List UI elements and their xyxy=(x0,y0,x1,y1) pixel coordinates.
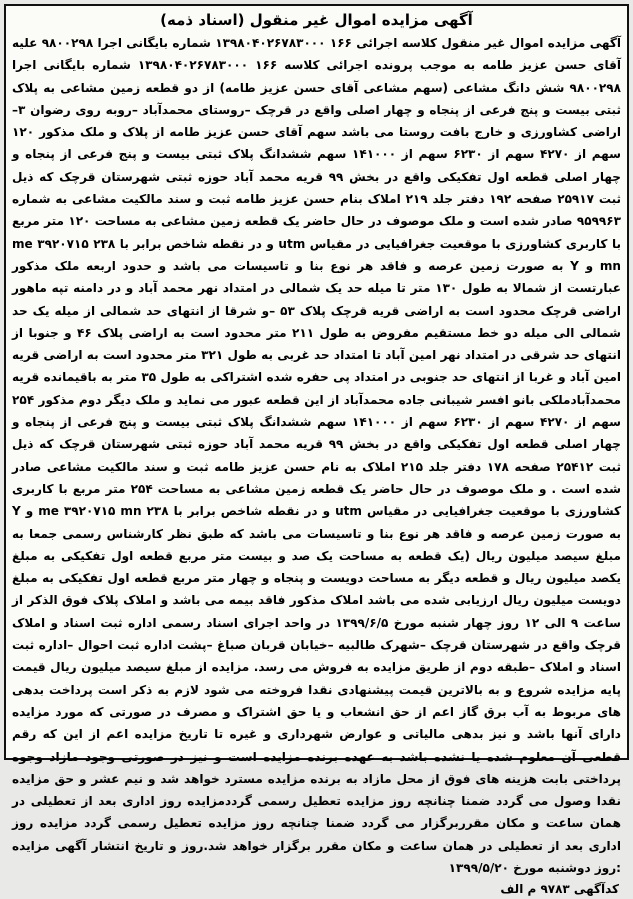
notice-page xyxy=(4,4,629,897)
notice-body-text: آگهی مزایده اموال غیر منقول کلاسه اجرائی ۱۶۶ ۱۳۹۸۰۴۰۲۶۷۸۳۰۰۰ شماره بایگانی اجرا ۹۸۰۰۲۹۸ علیه آقای حسن عزیز طامه به موجب پرونده اجرائی کلاسه ۱۶۶ ۱۳۹۸۰۴۰۲۶۷۸۳۰۰۰ شماره بایگانی اجرا ۹۸۰۰۲۹۸ شش دانگ مشاعی (سهم مشاعی آقای حسن عزیز طامه) از دو قطعه زمین مشاعی به پلاک ثبتی بیست و پنج فرعی از پنجاه و چهار اصلی واقع در قرچک –روستای محمدآباد –روبه روی رضوان ۳–اراضی کشاورزی و خارج بافت روستا می باشد سهم آقای حسن عزیز طامه از پلاک و ملک مذکور ۱۲۰ سهم از ۴۲۷۰ سهم از ۶۲۳۰ سهم از ۱۴۱۰۰۰ سهم ششدانگ پلاک ثبتی بیست و پنج فرعی از پنجاه و چهار اصلی قطعه اول تفکیکی واقع در بخش ۹۹ قریه محمد آباد حوزه ثبتی شهرستان قرچک که ذیل ثبت ۲۵۹۱۷ صفحه ۱۹۲ دفتر جلد ۲۱۹ املاک بنام حسن عزیز طامه ثبت و سند مالکیت مشاعی به شماره ۹۵۹۹۶۳ صادر شده است و ملک موصوف در حال حاضر یک قطعه زمین مشاعی به مساحت ۱۲۰ متر مربع با کاربری کشاورزی با موقعیت جغرافیایی در مقیاس utm و در نقطه شاخص برابر با ۲۳۸ me ۳۹۲۰۷۱۵ mn و Y به صورت زمین عرصه و فاقد هر نوع بنا و تاسیسات می باشد و حدود اربعه ملک مذکور عبارتست از شمالا به طول ۱۳۰ متر تا میله حد یک شمالی در امتداد نهر محمد آباد و در دامنه تپه ماهور اراضی قرچک محدود است به اراضی قریه قرچک پلاک ۵۳ –و شرقا از انتهای حد شمالی از میله یک حد شمالی الی میله دو خط مستقیم مفروض به طول ۲۱۱ متر محدود است به اراضی پلاک ۴۶ و جنوبا از انتهای حد شرقی در امتداد نهر امین آباد تا امتداد حد غربی به طول ۳۲۱ متر محدود است به اراضی قریه امین آباد و غربا از انتهای حد جنوبی در امتداد پی حفره شده اشتراکی به طول ۳۵ متر به باقیمانده قریه محمدآبادملکی بانو افسر شیبانی جاده محمدآباد از این قطعه عبور می نماید و ملک دیگر دوم مذکور ۲۵۴ سهم از ۴۲۷۰ سهم از ۶۲۳۰ سهم از ۱۴۱۰۰۰ سهم ششدانگ پلاک ثبتی بیست و پنج فرعی از پنجاه و چهار اصلی قطعه اول تفکیکی واقع در بخش ۹۹ قریه محمد آباد حوزه ثبتی شهرستان قرچک که ذیل ثبت ۲۵۴۱۲ صفحه ۱۷۸ دفتر جلد ۲۱۵ املاک به نام حسن عزیز طامه ثبت و سند مالکیت مشاعی صادر شده است . و ملک موصوف در حال حاضر یک قطعه زمین مشاعی به مساحت ۲۵۴ متر مربع با کاربری کشاورزی با موقعیت جغرافیایی در مقیاس utm و در نقطه شاخص برابر با ۲۳۸ me ۳۹۲۰۷۱۵ mn و Y به صورت زمین عرصه و فاقد هر نوع بنا و تاسیسات می باشد که طبق نظر کارشناس رسمی جمعا به مبلغ سیصد میلیون ریال (یک قطعه به مساحت یک صد و بیست متر مربع قطعه اول تفکیکی به مبلغ یکصد میلیون ریال و قطعه دیگر به مساحت دویست و پنجاه و چهار متر مربع قطعه اول تفکیکی به مبلغ دویست میلیون ریال ارزیابی شده می باشد املاک مذکور فاقد بیمه می باشد و املاک پلاک فوق الذکر از ساعت ۹ الی ۱۲ روز چهار شنبه مورخ ۱۳۹۹/۶/۵ در واحد اجرای اسناد رسمی اداره ثبت اسناد و املاک قرچک واقع در شهرستان قرچک –شهرک طالبیه –خیابان قربان صباغ –پشت اداره ثبت احوال –اداره ثبت اسناد و املاک –طبقه دوم از طریق مزایده به فروش می رسد. مزایده از مبلغ سیصد میلیون ریال قیمت پایه مزایده شروع و به بالاترین قیمت پیشنهادی نقدا فروخته می شود لازم به ذکر است پرداخت بدهی های مربوط به آب برق گاز اعم از حق انشعاب و یا حق اشتراک و مصرف در صورتی که مورد مزایده دارای آنها باشد و نیز بدهی مالیاتی و عوارض شهرداری و غیره تا تاریخ مزایده اعم از این که رقم قطعی آن معلوم شده یا نشده باشد به عهده برنده مزایده است و نیز در صورتی وجود مازاد وجوه پرداختی بابت هزینه های فوق از محل مازاد به برنده مزایده مسترد خواهد شد و نیم عشر و حق مزایده نقدا وصول می گردد ضمنا چنانچه روز مزایده تعطیل رسمی گرددمزایده روز اداری بعد از تعطیلی در همان ساعت و مکان مقرربرگزار می گردد ضمنا چنانچه روز مزایده تعطیل رسمی گردد مزایده روز اداری بعد از تعطیلی در همان ساعت و مکان مقرر برگزار خواهد شد.روز و تاریخ انتشار آگهی مزایده :روز دوشنبه مورخ ۱۳۹۹/۵/۲۰ xyxy=(12,36,622,875)
notice-title: آگهی مزایده اموال غیر منقول (اسناد ذمه) xyxy=(160,11,473,29)
notice-code: کدآگهی ۹۷۸۳ م الف xyxy=(500,882,619,897)
notice-body xyxy=(6,32,627,879)
